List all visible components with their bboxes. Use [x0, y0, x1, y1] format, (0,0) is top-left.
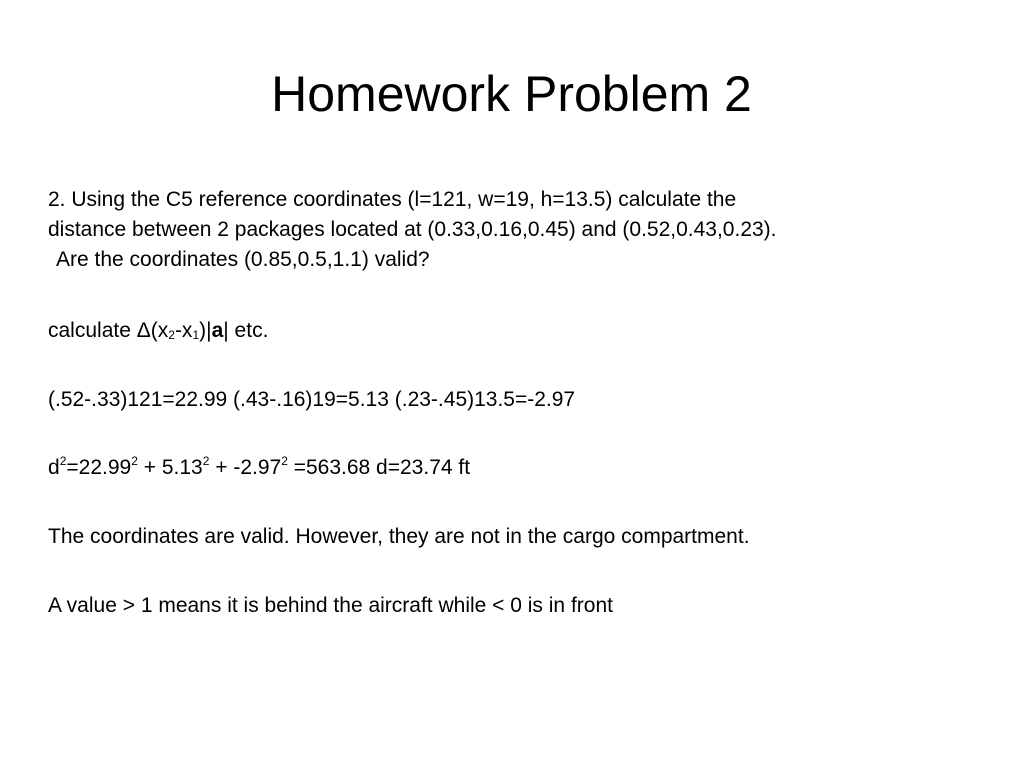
hint-middle: -x: [174, 319, 193, 342]
distance-exponent-1: 2: [131, 454, 138, 468]
slide-title: Homework Problem 2: [271, 66, 752, 122]
validity-statement: The coordinates are valid. However, they are not in the cargo compartment.: [48, 525, 750, 548]
distance-result: =563.68 d=23.74 ft: [287, 456, 471, 479]
calculation-hint: [48, 316, 988, 346]
hint-vector-a: a: [211, 319, 224, 342]
distance-term-2: + 5.13: [137, 456, 203, 479]
problem-line-3: Are the coordinates (0.85,0.5,1.1) valid?: [56, 248, 430, 271]
distance-exponent-2: 2: [202, 454, 210, 468]
hint-prefix: calculate Δ(x: [48, 319, 169, 342]
hint-subscript-1: 1: [192, 328, 200, 342]
distance-exponent-d: 2: [59, 454, 67, 468]
hint-close: )|: [199, 319, 212, 342]
problem-line-2: distance between 2 packages located at (0.33,0.16,0.45) and (0.52,0.43,0.23).: [48, 218, 777, 241]
hint-suffix: | etc.: [223, 319, 269, 342]
distance-exponent-3: 2: [281, 454, 288, 468]
hint-subscript-2: 2: [168, 328, 175, 342]
range-note: A value > 1 means it is behind the aircraft while < 0 is in front: [48, 594, 613, 617]
distance-equation: [48, 453, 988, 483]
distance-d: d: [48, 456, 60, 479]
distance-term-1: =22.99: [66, 456, 132, 479]
problem-line-1: 2. Using the C5 reference coordinates (l=121, w=19, h=13.5) calculate the: [48, 188, 737, 211]
distance-term-3: + -2.97: [209, 456, 282, 479]
problem-statement: [48, 185, 988, 275]
delta-calculations: (.52-.33)121=22.99 (.43-.16)19=5.13 (.23-.45)13.5=-2.97: [48, 388, 576, 411]
